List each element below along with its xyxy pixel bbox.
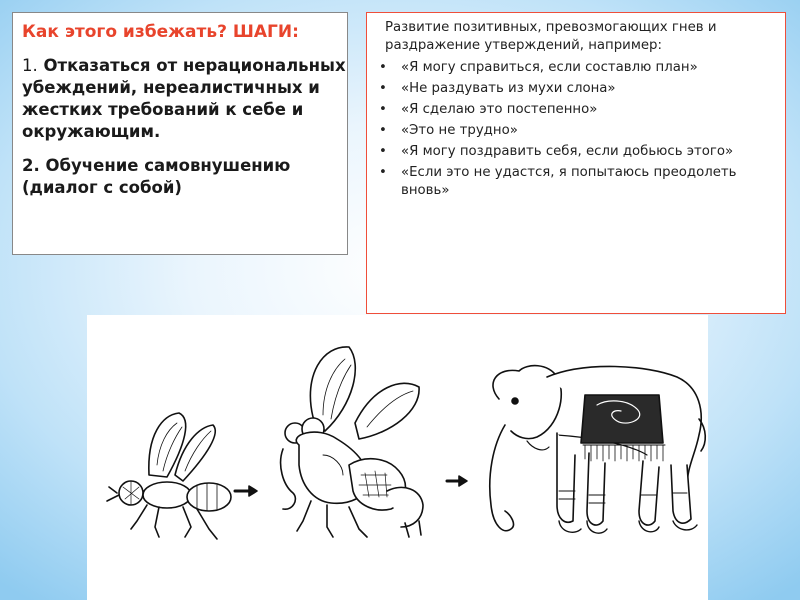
fly-to-elephant-illustration xyxy=(87,315,708,600)
step-1 xyxy=(22,55,352,143)
fly-elephant-hybrid-icon xyxy=(281,347,423,537)
step-2-text: Обучение самовнушению (диалог с собой) xyxy=(22,156,291,197)
list-item: • «Это не трудно» xyxy=(377,122,775,140)
affirmations-list xyxy=(377,59,775,200)
elephant-icon xyxy=(490,366,706,534)
list-item: • «Я могу поздравить себя, если добьюсь этого» xyxy=(377,143,775,161)
affirmations-box xyxy=(366,12,786,314)
fly-icon xyxy=(107,413,231,539)
step-1-text: Отказаться от нерациональных убеждений, нереалистичных и жестких требований к себе и окружающим. xyxy=(22,56,346,141)
list-item: • «Я могу справиться, если составлю план» xyxy=(377,59,775,77)
steps-heading: Как этого избежать? ШАГИ: xyxy=(22,22,299,42)
list-item: • «Если это не удастся, я попытаюсь преодолеть вновь» xyxy=(377,164,775,200)
list-item: • «Я сделаю это постепенно» xyxy=(377,101,775,119)
steps-block xyxy=(22,22,352,199)
step-2 xyxy=(22,155,352,199)
step-2-number: 2. xyxy=(22,156,40,175)
step-1-number: 1. xyxy=(22,56,38,75)
affirmations-title: Развитие позитивных, превозмогающих гнев и раздражение утверждений, например: xyxy=(385,20,717,53)
list-item: • «Не раздувать из мухи слона» xyxy=(377,80,775,98)
